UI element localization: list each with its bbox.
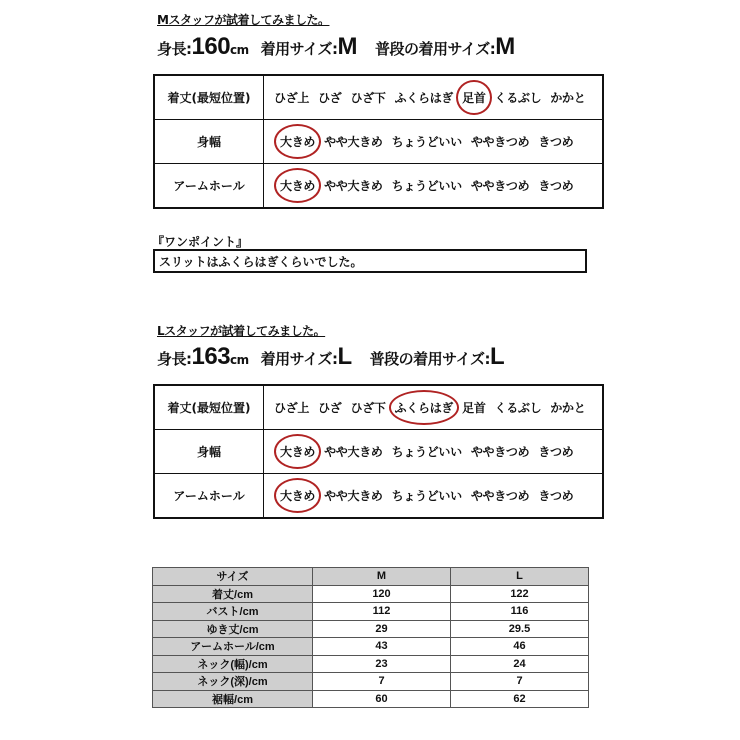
fit-option: ちょうどいい	[391, 445, 462, 459]
fit-row-options	[264, 164, 604, 209]
height-value: 163	[191, 343, 231, 370]
measurement-label: ゆき丈/cm	[153, 620, 313, 638]
size-m-value: 29	[313, 620, 451, 638]
size-m-value: 120	[313, 585, 451, 603]
fit-row-options	[264, 474, 604, 519]
measurement-label: 裾幅/cm	[153, 690, 313, 708]
fit-option: かかと	[550, 401, 586, 415]
fit-row-label: アームホール	[154, 164, 264, 209]
m-staff-profile	[157, 33, 515, 61]
fit-option: くるぶし	[494, 91, 542, 105]
size-l-value: 46	[451, 638, 589, 656]
fit-option-selected: 大きめ	[280, 135, 316, 149]
l-staff-profile	[157, 343, 504, 371]
fit-row-label: 着丈(最短位置)	[154, 75, 264, 120]
one-point-text: スリットはふくらはぎくらいでした。	[159, 254, 363, 269]
fit-option: やや大きめ	[324, 445, 383, 459]
fit-option: ちょうどいい	[391, 489, 462, 503]
fit-option: くるぶし	[494, 401, 542, 415]
fit-option-selected: ふくらはぎ	[394, 401, 454, 415]
header-l: L	[451, 568, 589, 586]
size-l-value: 29.5	[451, 620, 589, 638]
fit-row	[154, 474, 603, 519]
fit-option: かかと	[550, 91, 586, 105]
fit-option: ひざ上	[274, 401, 310, 415]
fit-option: やや大きめ	[324, 179, 383, 193]
fit-option-selected: 大きめ	[280, 445, 316, 459]
fit-row-label: アームホール	[154, 474, 264, 519]
size-m-value: 112	[313, 603, 451, 621]
size-table	[152, 567, 589, 708]
fit-row-options	[264, 385, 604, 430]
fit-row-label: 身幅	[154, 120, 264, 164]
fit-option: ややきつめ	[470, 489, 530, 503]
size-m-value: 23	[313, 655, 451, 673]
fit-option: ひざ下	[350, 401, 386, 415]
fit-option: きつめ	[538, 445, 574, 459]
one-point-box	[153, 249, 587, 273]
fit-option: ひざ上	[274, 91, 310, 105]
fit-option: きつめ	[538, 489, 574, 503]
fit-option-selected: 大きめ	[280, 179, 316, 193]
l-staff-title: Lスタッフが試着してみました。	[157, 324, 326, 338]
usual-size: M	[495, 33, 515, 60]
height-unit: cm	[230, 43, 249, 57]
l-staff-fit-table	[153, 384, 604, 519]
size-l-value: 24	[451, 655, 589, 673]
m-staff-title: Mスタッフが試着してみました。	[157, 13, 330, 27]
size-table-row	[153, 673, 589, 691]
fit-option: ややきつめ	[470, 445, 530, 459]
size-table-row	[153, 638, 589, 656]
fit-row-options	[264, 430, 604, 474]
fit-option: やや大きめ	[324, 135, 383, 149]
measurement-label: ネック(深)/cm	[153, 673, 313, 691]
fit-row-options	[264, 120, 604, 164]
size-l-value: 62	[451, 690, 589, 708]
fit-row	[154, 430, 603, 474]
fit-row	[154, 120, 603, 164]
fit-row	[154, 75, 603, 120]
size-table-row	[153, 620, 589, 638]
fit-row	[154, 164, 603, 209]
size-m-value: 7	[313, 673, 451, 691]
size-table-header-row	[153, 568, 589, 586]
fit-option: ちょうどいい	[391, 179, 462, 193]
measurement-label: ネック(幅)/cm	[153, 655, 313, 673]
fit-option: きつめ	[538, 135, 574, 149]
worn-size-label: 着用サイズ:	[260, 40, 338, 58]
fit-row	[154, 385, 603, 430]
fit-row-label: 着丈(最短位置)	[154, 385, 264, 430]
height-unit: cm	[230, 353, 249, 367]
usual-size-label: 普段の着用サイズ:	[369, 350, 490, 368]
fit-option: 足首	[462, 401, 486, 415]
one-point-label: 『ワンポイント』	[152, 235, 249, 249]
measurement-label: 着丈/cm	[153, 585, 313, 603]
header-m: M	[313, 568, 451, 586]
fit-option: ややきつめ	[470, 179, 530, 193]
size-l-value: 7	[451, 673, 589, 691]
fit-option: やや大きめ	[324, 489, 383, 503]
height-label: 身長:	[157, 350, 192, 368]
fit-option: きつめ	[538, 179, 574, 193]
measurement-label: バスト/cm	[153, 603, 313, 621]
size-table-row	[153, 655, 589, 673]
measurement-label: アームホール/cm	[153, 638, 313, 656]
size-l-value: 116	[451, 603, 589, 621]
size-m-value: 43	[313, 638, 451, 656]
m-staff-fit-table	[153, 74, 604, 209]
size-m-value: 60	[313, 690, 451, 708]
height-value: 160	[191, 33, 231, 60]
header-size: サイズ	[153, 568, 313, 586]
fit-option-selected: 足首	[462, 91, 486, 105]
size-l-value: 122	[451, 585, 589, 603]
worn-size: M	[337, 33, 357, 60]
fit-option-selected: 大きめ	[280, 489, 316, 503]
worn-size-label: 着用サイズ:	[260, 350, 338, 368]
fit-option: ひざ	[318, 401, 342, 415]
worn-size: L	[337, 343, 352, 370]
fit-option: ふくらはぎ	[394, 91, 454, 105]
size-table-row	[153, 690, 589, 708]
usual-size: L	[489, 343, 505, 370]
fit-option: ちょうどいい	[391, 135, 462, 149]
usual-size-label: 普段の着用サイズ:	[374, 40, 496, 58]
size-table-row	[153, 603, 589, 621]
fit-row-options	[264, 75, 604, 120]
fit-option: ひざ下	[350, 91, 386, 105]
size-table-row	[153, 585, 589, 603]
fit-option: ややきつめ	[470, 135, 530, 149]
fit-option: ひざ	[318, 91, 342, 105]
height-label: 身長:	[157, 40, 192, 58]
fit-row-label: 身幅	[154, 430, 264, 474]
